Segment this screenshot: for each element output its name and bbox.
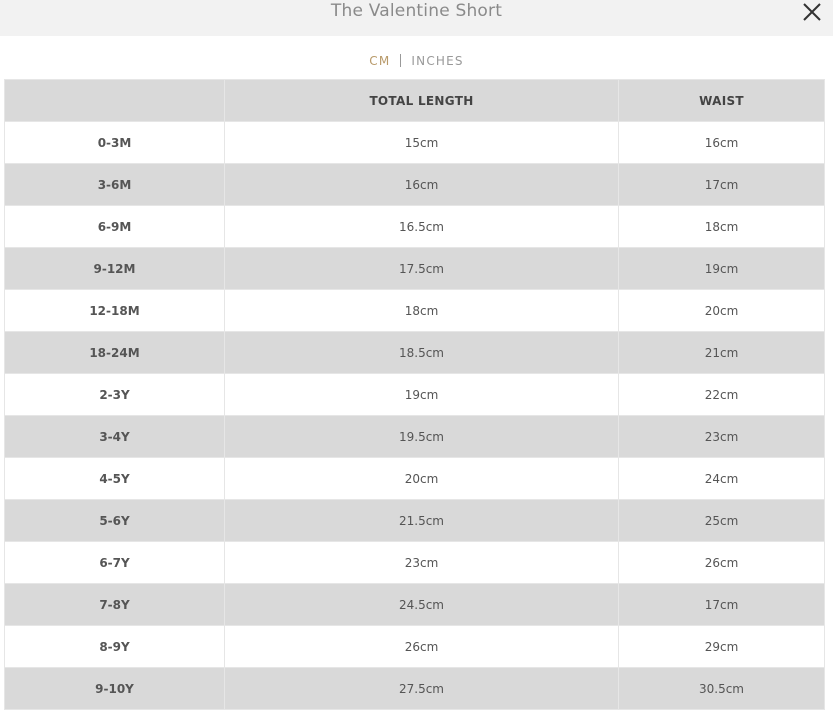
table-row [5,206,825,248]
total-length-cell: 26cm [225,626,619,668]
size-chart-table [4,79,825,710]
size-cell: 9-10Y [5,668,225,710]
size-cell: 5-6Y [5,500,225,542]
size-cell: 6-9M [5,206,225,248]
header-total-length: TOTAL LENGTH [225,80,619,122]
waist-cell: 17cm [619,164,825,206]
close-button[interactable] [799,0,825,26]
table-row [5,668,825,710]
waist-cell: 21cm [619,332,825,374]
size-cell: 9-12M [5,248,225,290]
total-length-cell: 27.5cm [225,668,619,710]
size-cell: 12-18M [5,290,225,332]
size-cell: 7-8Y [5,584,225,626]
waist-cell: 16cm [619,122,825,164]
waist-cell: 29cm [619,626,825,668]
table-row [5,626,825,668]
unit-divider [400,54,401,67]
table-row [5,122,825,164]
waist-cell: 18cm [619,206,825,248]
total-length-cell: 24.5cm [225,584,619,626]
header-waist: WAIST [619,80,825,122]
size-cell: 3-6M [5,164,225,206]
size-cell: 0-3M [5,122,225,164]
table-row [5,458,825,500]
total-length-cell: 16cm [225,164,619,206]
close-icon [799,0,825,26]
total-length-cell: 18.5cm [225,332,619,374]
size-cell: 2-3Y [5,374,225,416]
waist-cell: 30.5cm [619,668,825,710]
header-size [5,80,225,122]
modal-title: The Valentine Short [330,1,503,21]
total-length-cell: 20cm [225,458,619,500]
waist-cell: 25cm [619,500,825,542]
size-cell: 3-4Y [5,416,225,458]
total-length-cell: 19.5cm [225,416,619,458]
size-cell: 4-5Y [5,458,225,500]
total-length-cell: 19cm [225,374,619,416]
table-row [5,290,825,332]
table-row [5,164,825,206]
total-length-cell: 17.5cm [225,248,619,290]
size-cell: 6-7Y [5,542,225,584]
waist-cell: 19cm [619,248,825,290]
table-row [5,332,825,374]
table-row [5,542,825,584]
size-cell: 18-24M [5,332,225,374]
modal-header [0,0,833,36]
table-row [5,416,825,458]
size-cell: 8-9Y [5,626,225,668]
total-length-cell: 23cm [225,542,619,584]
table-row [5,500,825,542]
waist-cell: 23cm [619,416,825,458]
table-row [5,248,825,290]
total-length-cell: 21.5cm [225,500,619,542]
unit-inches-button[interactable]: INCHES [411,54,464,68]
table-header-row [5,80,825,122]
total-length-cell: 18cm [225,290,619,332]
table-row [5,374,825,416]
waist-cell: 24cm [619,458,825,500]
unit-cm-button[interactable]: CM [369,54,391,68]
waist-cell: 22cm [619,374,825,416]
waist-cell: 17cm [619,584,825,626]
unit-toggle [0,52,833,70]
total-length-cell: 16.5cm [225,206,619,248]
total-length-cell: 15cm [225,122,619,164]
waist-cell: 20cm [619,290,825,332]
waist-cell: 26cm [619,542,825,584]
table-row [5,584,825,626]
